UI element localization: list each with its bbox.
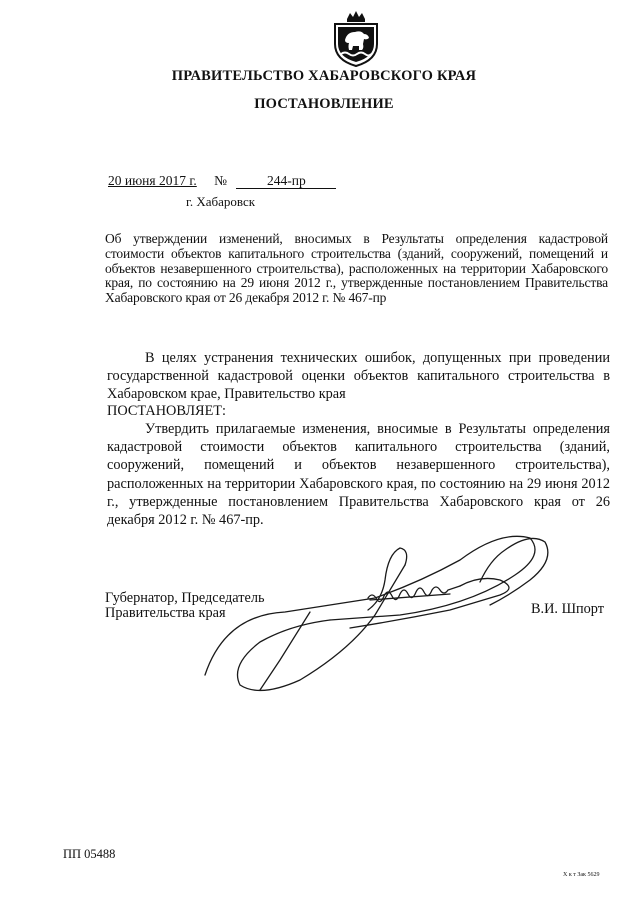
document-code: ПП 05488 [63,847,116,861]
signer-title [105,591,325,620]
coat-of-arms-icon [331,10,381,68]
decree-word: ПОСТАНОВЛЯЕТ: [107,403,227,419]
date-number-line [108,173,336,189]
signer-name: В.И. Шпорт [531,601,605,617]
city: г. Хабаровск [186,194,256,209]
preamble-paragraph: В целях устранения технических ошибок, допущенных при проведении государственной кадастровой оценки объектов капитального строительства в Хабаровском крае, Правительство края [107,350,610,403]
decree-paragraph: Утвердить прилагаемые изменения, вносимые в Результаты определения кадастровой стоимости объектов капитального строительства (зданий, сооружений, помещений и объектов незавершенного строительства), расположенных на территории Хабаровского края, по состоянию на 29 июня 2012 г., утвержденные постановлением Правительства Хабаровского края от 26 декабря 2012 г. № 467-пр. [107,421,610,529]
document-type: ПОСТАНОВЛЕНИЕ [254,96,394,112]
signer-title-line1: Губернатор, Председатель [105,590,265,606]
signer-title-line2: Правительства края [105,604,226,621]
document-subject: Об утверждении изменений, вносимых в Результаты определения кадастровой стоимости объектов капитального строительства (зданий, сооружений, помещений и объектов незавершенного строительства), расположенных на территории Хабаровского края, по состоянию на 29 июня 2012 г., утвержденные постановлением Правительства Хабаровского края от 26 декабря 2012 г. № 467-пр [105,231,608,306]
print-mark: Х к т Зак 5629 [563,872,600,878]
government-title: ПРАВИТЕЛЬСТВО ХАБАРОВСКОГО КРАЯ [171,68,477,84]
number-sign: № [214,173,228,188]
document-number: 244-пр [236,174,336,189]
document-date: 20 июня 2017 г. [108,173,197,188]
